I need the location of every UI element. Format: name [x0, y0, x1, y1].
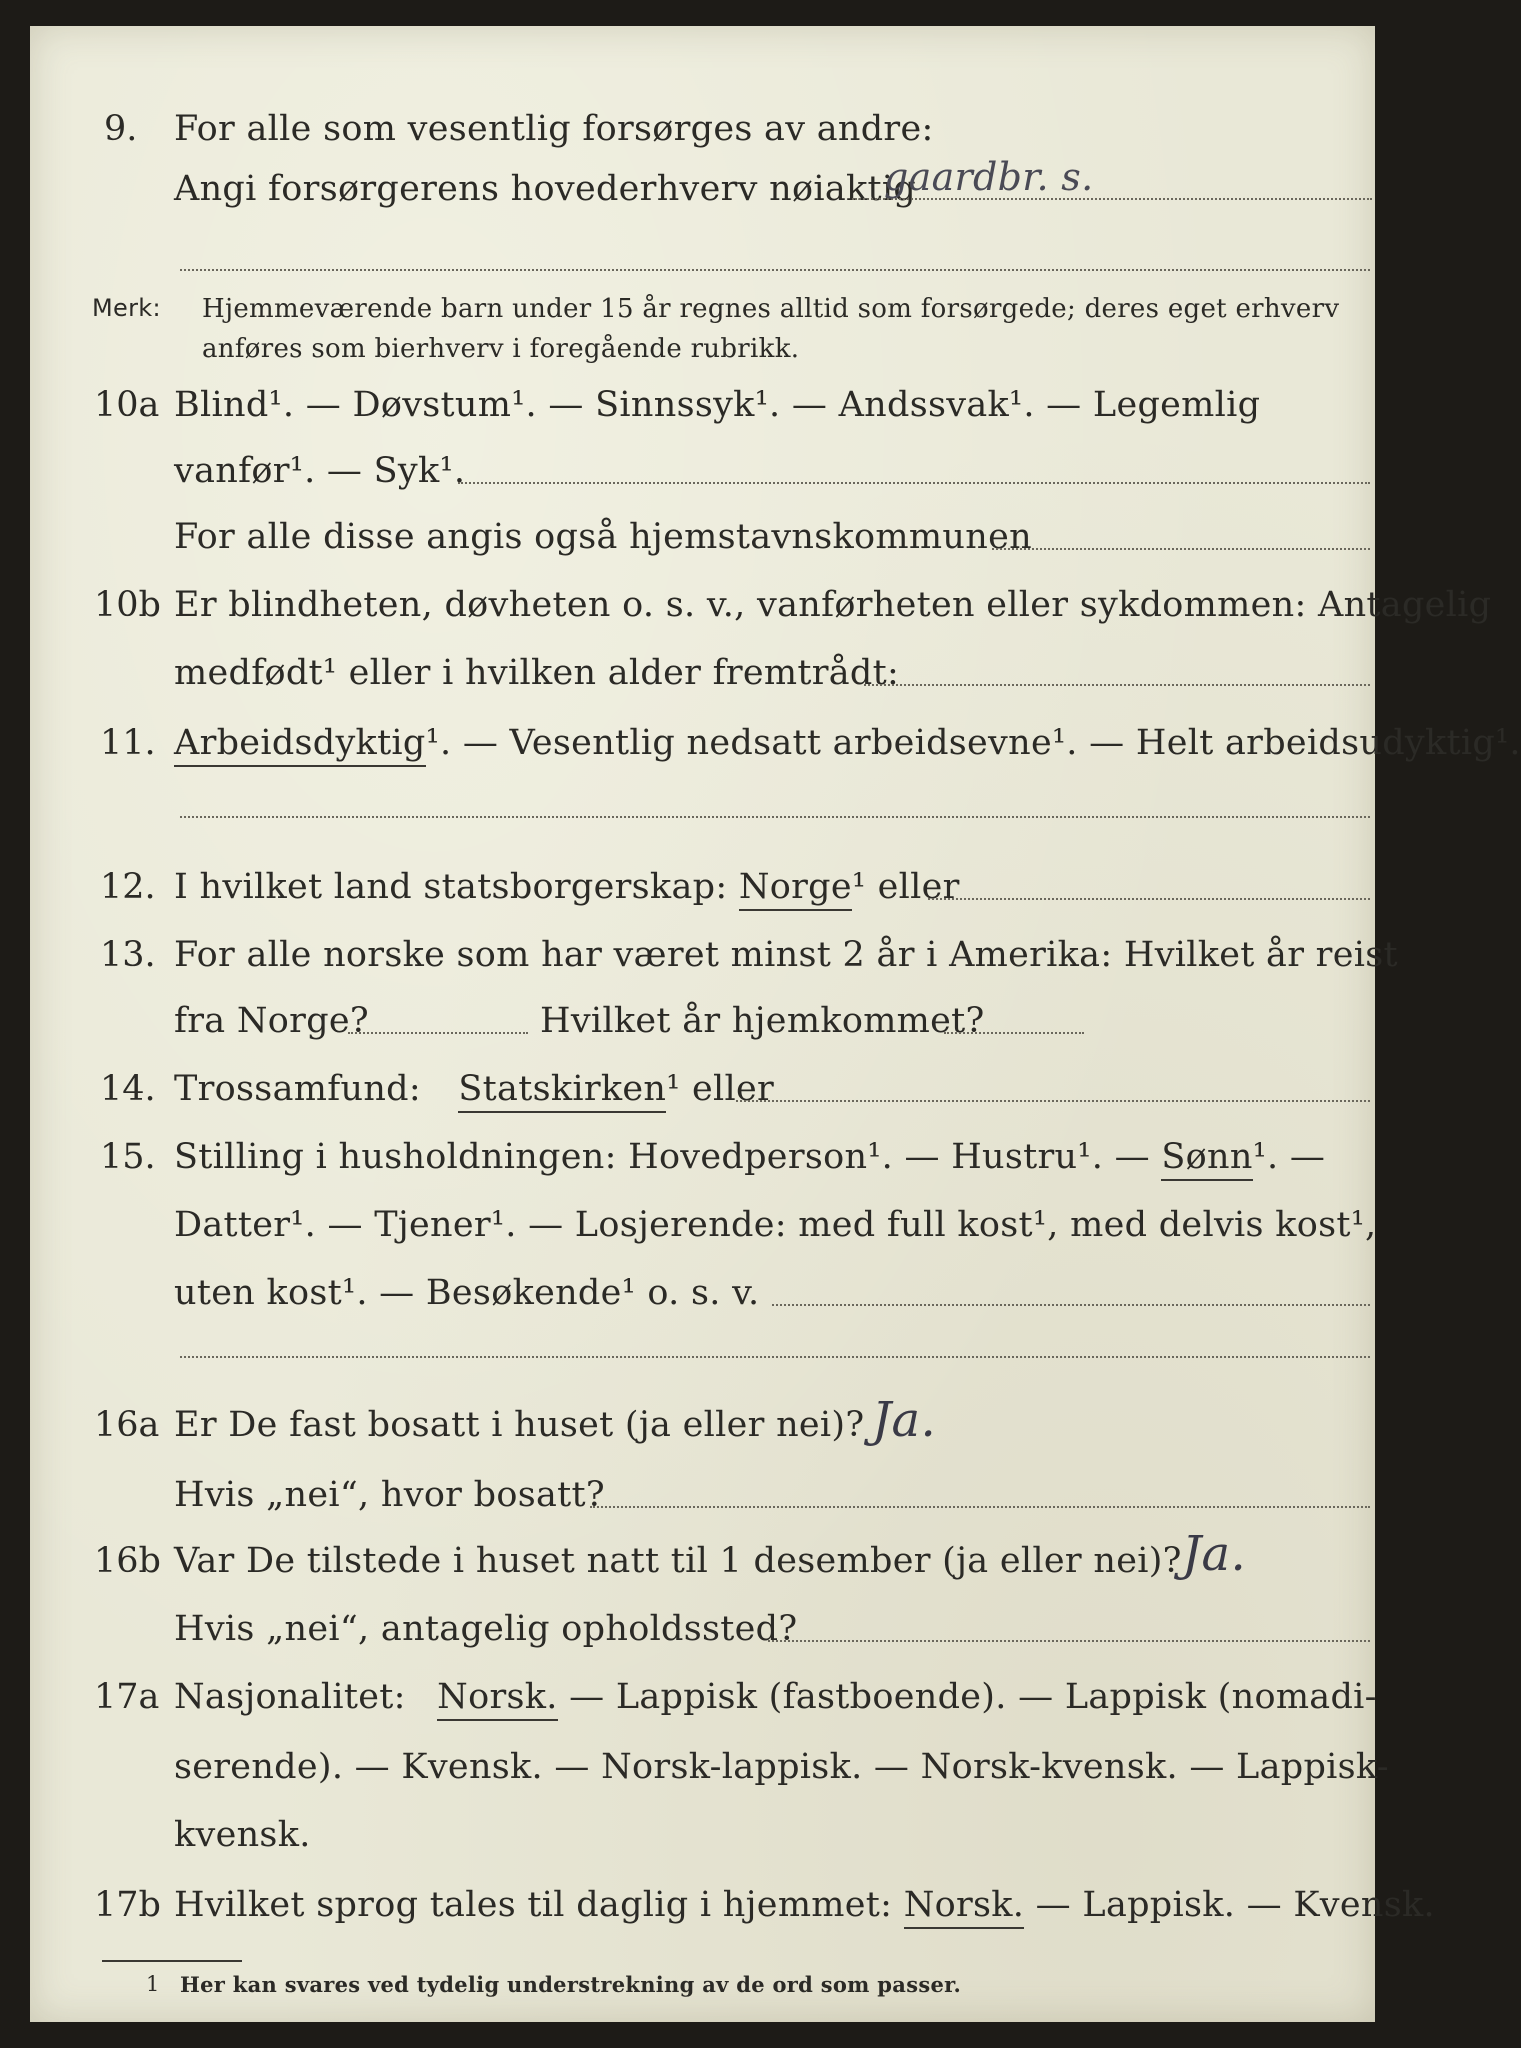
q17a-number: 17a — [94, 1677, 160, 1717]
q17b-norsk-underlined: Norsk. — [904, 1885, 1025, 1929]
footnote-mark: 1 — [146, 1972, 160, 1996]
q14-line — [174, 1069, 775, 1109]
q9-handwritten-answer: gaardbr. s. — [884, 155, 1094, 199]
q9-number: 9. — [104, 109, 138, 149]
q17b-line — [174, 1885, 1435, 1925]
q11-line — [174, 723, 1521, 763]
q10a-line1: Blind¹. — Døvstum¹. — Sinnssyk¹. — Andssvak¹. — Legemlig — [174, 385, 1261, 425]
q16a-answer-line — [590, 1506, 1370, 1508]
q9-extra-line — [180, 269, 1370, 271]
q17b-number: 17b — [94, 1885, 161, 1925]
q17a-line1-rest: — Lappisk (fastboende). — Lappisk (nomadi- — [569, 1677, 1377, 1717]
q15-sonn-underlined: Sønn — [1161, 1137, 1252, 1181]
q13-line2a: fra Norge? — [174, 1001, 369, 1041]
q15-line3: uten kost¹. — Besøkende¹ o. s. v. — [174, 1273, 760, 1313]
q10a-line2: vanfør¹. — Syk¹. — [174, 451, 466, 491]
q11-arbeidsdyktig-underlined: Arbeidsdyktig — [174, 723, 426, 767]
q16b-line1: Var De tilstede i huset natt til 1 desember (ja eller nei)? — [174, 1541, 1182, 1581]
q10b-number: 10b — [94, 585, 161, 625]
q10a-kommune-line — [992, 548, 1370, 550]
q17b-pre: Hvilket sprog tales til daglig i hjemmet: — [174, 1885, 893, 1925]
q11-rest: ¹. — Vesentlig nedsatt arbeidsevne¹. — Helt arbeidsudyktig¹. — [425, 723, 1521, 763]
q16b-line2: Hvis „nei“, antagelig opholdssted? — [174, 1609, 798, 1649]
q10a-answer-line — [458, 482, 1370, 484]
q17b-post: — Lappisk. — Kvensk. — [1035, 1885, 1435, 1925]
q12-post: ¹ eller — [851, 867, 960, 907]
q14-number: 14. — [100, 1069, 156, 1109]
q13-number: 13. — [100, 935, 156, 975]
q13-hjemkommet-line — [944, 1032, 1084, 1034]
q10a-number: 10a — [94, 385, 160, 425]
footnote-rule — [102, 1960, 242, 1962]
q16a-line1: Er De fast bosatt i huset (ja eller nei)? — [174, 1405, 865, 1445]
q10a-line3: For alle disse angis også hjemstavnskommunen — [174, 517, 1032, 557]
q15-line1b: ¹. — — [1252, 1137, 1326, 1177]
q12-pre: I hvilket land statsborgerskap: — [174, 867, 728, 907]
footnote-text: Her kan svares ved tydelig understrekning av de ord som passer. — [180, 1972, 962, 1997]
q10b-line2: medfødt¹ eller i hvilken alder fremtrådt: — [174, 653, 900, 693]
q15-line1 — [174, 1137, 1326, 1177]
q12-line — [174, 867, 960, 907]
census-form-page — [30, 26, 1521, 2022]
q14-statskirken-underlined: Statskirken — [458, 1069, 666, 1113]
q15-line2: Datter¹. — Tjener¹. — Losjerende: med full kost¹, med delvis kost¹, — [174, 1205, 1377, 1245]
q12-norge-underlined: Norge — [739, 867, 852, 911]
q12-number: 12. — [100, 867, 156, 907]
q17a-line3: kvensk. — [174, 1815, 311, 1855]
q17a-pre: Nasjonalitet: — [174, 1677, 406, 1717]
q17a-norsk-underlined: Norsk. — [437, 1677, 558, 1721]
q15-extra-line — [180, 1356, 1370, 1358]
q15-number: 15. — [100, 1137, 156, 1177]
merk-line2: anføres som bierhverv i foregående rubrikk. — [202, 334, 800, 364]
q15-line1a: Stilling i husholdningen: Hovedperson¹. — Hustru¹. — — [174, 1137, 1150, 1177]
q13-line1: For alle norske som har været minst 2 år i Amerika: Hvilket år reist — [174, 935, 1398, 975]
q12-answer-line — [928, 898, 1370, 900]
q16b-handwritten-answer: Ja. — [1182, 1526, 1247, 1582]
q11-number: 11. — [100, 723, 156, 763]
q14-post: ¹ eller — [666, 1069, 775, 1109]
q16a-number: 16a — [94, 1405, 160, 1445]
q10b-answer-line — [864, 684, 1370, 686]
q17a-line1 — [174, 1677, 1377, 1717]
q13-reist-line — [348, 1032, 528, 1034]
q13-line2b: Hvilket år hjemkommet? — [540, 1001, 985, 1041]
q9-line1: For alle som vesentlig forsørges av andre: — [174, 109, 934, 149]
merk-line1: Hjemmeværende barn under 15 år regnes alltid som forsørgede; deres eget erhverv — [202, 294, 1340, 324]
q16b-number: 16b — [94, 1541, 161, 1581]
q10b-line1: Er blindheten, døvheten o. s. v., vanførheten eller sykdommen: Antagelig — [174, 585, 1492, 625]
q17a-line2: serende). — Kvensk. — Norsk-lappisk. — Norsk-kvensk. — Lappisk- — [174, 1747, 1389, 1787]
q16a-line2: Hvis „nei“, hvor bosatt? — [174, 1475, 605, 1515]
q9-line2: Angi forsørgerens hovederhverv nøiaktig — [174, 169, 917, 209]
q11-extra-line — [180, 816, 1370, 818]
q16b-answer-line — [768, 1640, 1370, 1642]
q16a-handwritten-answer: Ja. — [872, 1392, 937, 1448]
q14-pre: Trossamfund: — [174, 1069, 421, 1109]
q15-answer-line — [772, 1304, 1370, 1306]
merk-label: Merk: — [92, 294, 161, 322]
q14-answer-line — [736, 1100, 1370, 1102]
